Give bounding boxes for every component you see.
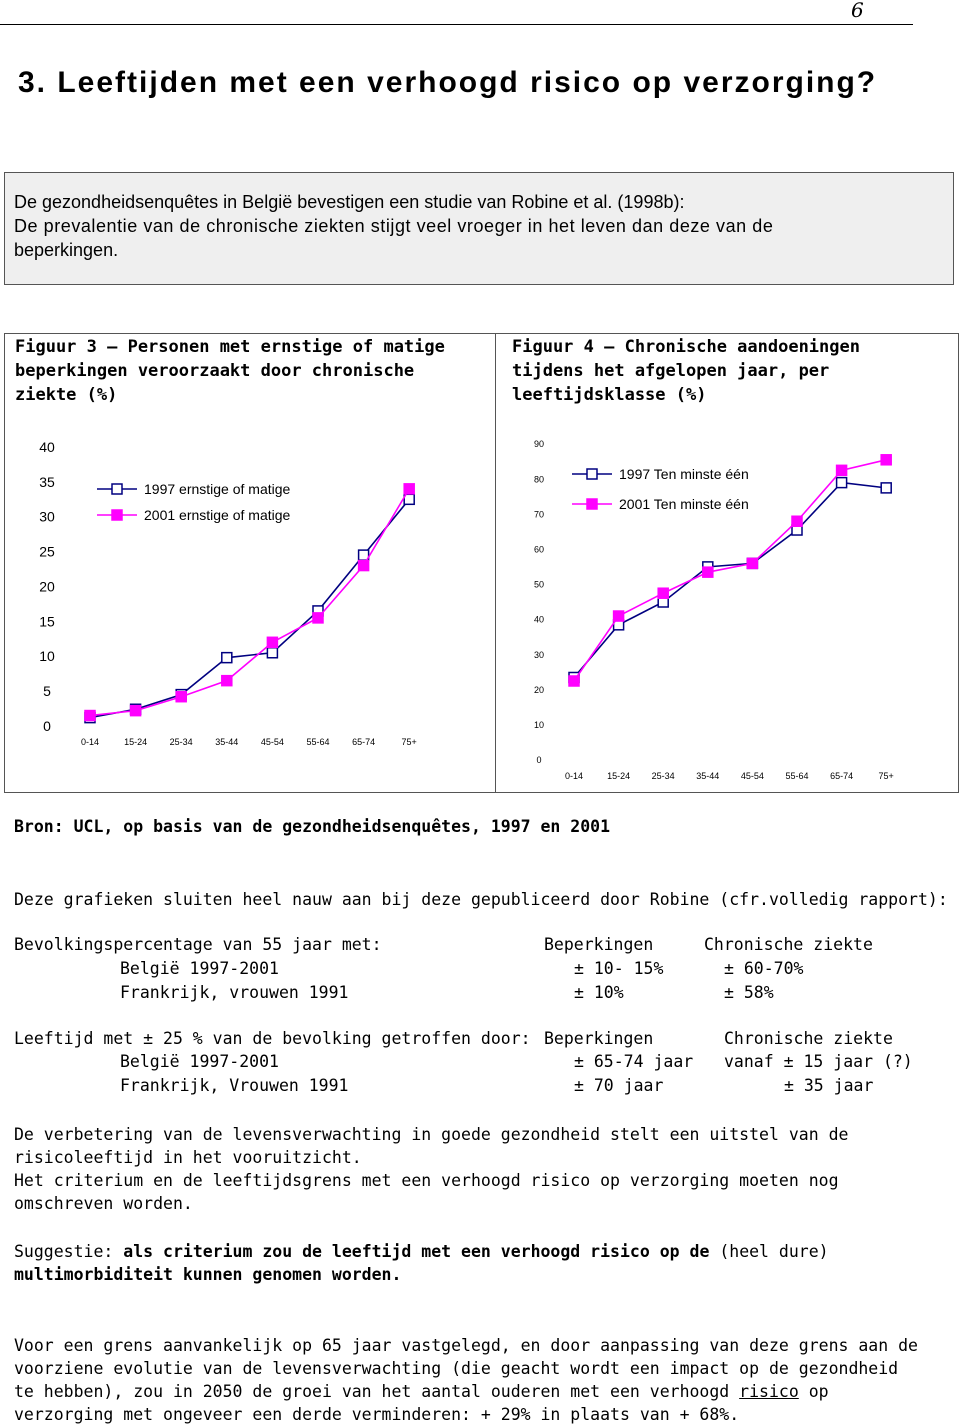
figure3-y-tick-label: 10 xyxy=(39,648,55,665)
figure4-y-tick-label: 20 xyxy=(533,684,545,695)
figure3-legend-marker xyxy=(112,484,122,494)
table2-col-header: Chronische ziekte xyxy=(724,1029,893,1048)
figure3-x-tick-label: 25-34 xyxy=(169,737,193,747)
figure4-x-tick-label: 45-54 xyxy=(740,771,764,781)
paragraph-line: te hebben), zou in 2050 de groei van het aantal ouderen met een verhoogd xyxy=(14,1382,740,1401)
figure3-x-tick-label: 45-54 xyxy=(260,737,284,747)
figure3-x-tick-label: 15-24 xyxy=(124,737,148,747)
figure4-x-tick-label: 0-14 xyxy=(564,771,584,781)
underlined-word: risico xyxy=(739,1382,799,1401)
paragraph-line: De verbetering van de levensverwachting in goede gezondheid stelt een uitstel van de xyxy=(14,1125,849,1144)
figure3-data-point xyxy=(85,711,95,721)
intro-line-1: De gezondheidsenquêtes in België bevestigen een studie van Robine et al. (1998b): xyxy=(14,192,685,212)
table1-cell: ± 58% xyxy=(724,983,774,1002)
table1-cell: ± 60-70% xyxy=(724,959,804,978)
figure4-y-tick-label: 0 xyxy=(536,755,542,766)
table2-col-header: Beperkingen xyxy=(544,1029,654,1048)
figure4-data-point xyxy=(881,455,891,465)
figure4-x-tick-label: 65-74 xyxy=(830,771,854,781)
table1-cell: ± 10- 15% xyxy=(574,959,664,978)
figure3-y-tick-label: 0 xyxy=(43,717,51,734)
figure4-y-tick-label: 50 xyxy=(533,579,545,590)
figure4-title-line: leeftijdsklasse (%) xyxy=(512,385,707,405)
paragraph-line: Voor een grens aanvankelijk op 65 jaar vastgelegd, en door aanpassing van deze grens aan de xyxy=(14,1336,918,1355)
suggestion xyxy=(14,1240,829,1286)
figure3-data-point xyxy=(222,653,232,663)
figure4-y-tick-label: 90 xyxy=(533,439,545,450)
figure3-y-tick-label: 15 xyxy=(39,613,55,630)
figure4-data-point xyxy=(837,465,847,475)
figure4-data-point xyxy=(703,567,713,577)
figure4-data-point xyxy=(747,558,757,568)
figure4-y-tick-label: 40 xyxy=(533,614,545,625)
figure4-data-point xyxy=(569,676,579,686)
figure4-data-point xyxy=(658,588,668,598)
figure4-data-point xyxy=(614,611,624,621)
figure3-legend-label: 2001 ernstige of matige xyxy=(144,507,291,523)
paragraph-line: omschreven worden. xyxy=(14,1194,193,1213)
figure3-y-tick-label: 40 xyxy=(39,438,55,455)
paragraph-2 xyxy=(14,1334,918,1426)
figure4-title-line: tijdens het afgelopen jaar, per xyxy=(512,361,830,381)
table2-cell: ± 35 jaar xyxy=(784,1076,874,1095)
table1-row-name: België 1997-2001 xyxy=(120,959,279,978)
figure3-data-point xyxy=(404,484,414,494)
paragraph-line: verzorging met ongeveer een derde verminderen: + 29% in plaats van + 68%. xyxy=(14,1405,740,1424)
note-text: Deze grafieken sluiten heel nauw aan bij deze gepubliceerd door Robine (cfr.volledig rapport): xyxy=(14,890,948,909)
figure4-legend-marker xyxy=(587,499,597,509)
figure4-x-tick-label: 75+ xyxy=(878,771,894,781)
figure4-series-line xyxy=(574,460,886,681)
intro-line-2: De prevalentie van de chronische ziekten stijgt veel vroeger in het leven dan deze van de xyxy=(14,216,774,236)
figure4-y-tick-label: 80 xyxy=(533,474,545,485)
figure4-x-tick-label: 25-34 xyxy=(651,771,675,781)
table1-label: Bevolkingspercentage van 55 jaar met: xyxy=(14,935,382,954)
figure3-x-tick-label: 55-64 xyxy=(306,737,330,747)
figure3-data-point xyxy=(222,676,232,686)
figure3-data-point xyxy=(176,692,186,702)
figure4-legend-label: 1997 Ten minste één xyxy=(619,466,749,482)
paragraph-line: op xyxy=(798,1382,829,1401)
figure3-x-tick-label: 75+ xyxy=(401,737,417,747)
table2-cell: vanaf ± 15 jaar (?) xyxy=(724,1052,913,1071)
figure4-y-tick-label: 30 xyxy=(533,649,545,660)
figure3-series-line xyxy=(90,499,409,717)
figure4-data-point xyxy=(792,516,802,526)
paragraph-line: voorziene evolutie van de levensverwachting (die geacht wordt een impact op de gezondheid xyxy=(14,1359,899,1378)
figure3-data-point xyxy=(267,648,277,658)
figure4-title-line: Figuur 4 – Chronische aandoeningen xyxy=(512,337,860,357)
table1-col-header: Beperkingen xyxy=(544,935,654,954)
table2-cell: ± 70 jaar xyxy=(574,1076,664,1095)
suggestion-bold: multimorbiditeit kunnen genomen worden. xyxy=(14,1265,402,1284)
figure3-x-tick-label: 0-14 xyxy=(80,737,100,747)
suggestion-normal: (heel dure) xyxy=(709,1242,829,1261)
figure3-y-tick-label: 25 xyxy=(39,543,55,560)
table2-row-name: Frankrijk, Vrouwen 1991 xyxy=(120,1076,349,1095)
figure4-y-tick-label: 70 xyxy=(533,509,545,520)
figure4-x-tick-label: 35-44 xyxy=(696,771,720,781)
figure3-title-line: ziekte (%) xyxy=(15,385,118,405)
figure4-y-tick-label: 60 xyxy=(533,544,545,555)
table2-label: Leeftijd met ± 25 % van de bevolking getroffen door: xyxy=(14,1029,531,1048)
figure3-data-point xyxy=(267,637,277,647)
figure3-data-point xyxy=(313,613,323,623)
table1-row-name: Frankrijk, vrouwen 1991 xyxy=(120,983,349,1002)
figure3-y-tick-label: 35 xyxy=(39,473,55,490)
figure3-title-line: beperkingen veroorzaakt door chronische xyxy=(15,361,415,381)
figure3-title-line: Figuur 3 – Personen met ernstige of matige xyxy=(15,337,445,357)
figure4-data-point xyxy=(881,483,891,493)
page-number: 6 xyxy=(851,0,864,22)
figure4-y-tick-label: 10 xyxy=(533,720,545,731)
table2-cell: ± 65-74 jaar xyxy=(574,1052,694,1071)
section-heading: 3. Leeftijden met een verhoogd risico op verzorging? xyxy=(18,66,878,99)
table1-cell: ± 10% xyxy=(574,983,624,1002)
figure3-data-point xyxy=(359,561,369,571)
figure3-legend-label: 1997 ernstige of matige xyxy=(144,481,291,497)
figure3-y-tick-label: 30 xyxy=(39,508,55,525)
figure3-legend-marker xyxy=(112,510,122,520)
suggestion-prefix: Suggestie: xyxy=(14,1242,124,1261)
paragraph-1 xyxy=(14,1123,848,1215)
paragraph-line: risicoleeftijd in het vooruitzicht. xyxy=(14,1148,362,1167)
source-line: Bron: UCL, op basis van de gezondheidsenquêtes, 1997 en 2001 xyxy=(14,817,611,836)
intro-line-3: beperkingen. xyxy=(14,240,119,260)
figure3-y-tick-label: 5 xyxy=(43,683,51,700)
figure3-y-tick-label: 20 xyxy=(39,578,55,595)
figure4-x-tick-label: 55-64 xyxy=(785,771,809,781)
figure3-x-tick-label: 35-44 xyxy=(215,737,239,747)
figure4-legend-marker xyxy=(587,469,597,479)
figure4-x-tick-label: 15-24 xyxy=(607,771,631,781)
table2-row-name: België 1997-2001 xyxy=(120,1052,279,1071)
figure3-x-tick-label: 65-74 xyxy=(352,737,376,747)
suggestion-bold: als criterium zou de leeftijd met een verhoogd risico op de xyxy=(123,1242,710,1261)
figure3-data-point xyxy=(131,706,141,716)
figure4-data-point xyxy=(837,478,847,488)
table1-col-header: Chronische ziekte xyxy=(704,935,873,954)
figure4-legend-label: 2001 Ten minste één xyxy=(619,496,749,512)
paragraph-line: Het criterium en de leeftijdsgrens met een verhoogd risico op verzorging moeten nog xyxy=(14,1171,839,1190)
